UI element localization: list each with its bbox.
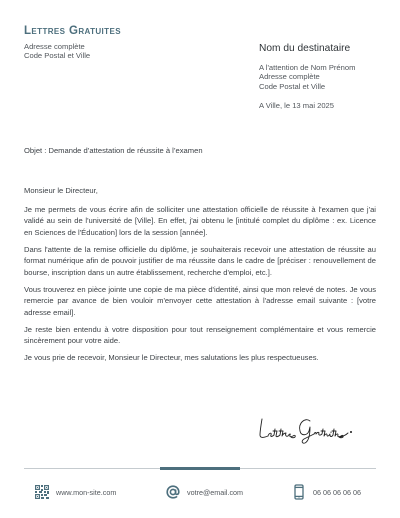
at-sign-icon bbox=[165, 484, 181, 500]
paragraph: Je reste bien entendu à votre disposition pour tout renseignement complémentaire et vous remercie sincèrement pour votre aide. bbox=[24, 324, 376, 345]
letter-body bbox=[24, 185, 376, 369]
footer-phone bbox=[291, 483, 361, 501]
website-text: www.mon-site.com bbox=[56, 487, 117, 497]
brand-name: Lettres Gratuites bbox=[24, 25, 121, 37]
handwritten-signature bbox=[256, 407, 356, 447]
footer-divider-accent bbox=[160, 467, 240, 470]
paragraph: Je me permets de vous écrire afin de solliciter une attestation officielle de réussite à l'examen que j'ai validé au sein de l'université de [Ville]. En effet, j'ai obtenu le [intitulé complet du diplôme : ex. Licence en Sciences de l'Éducation] lors de la session [année]. bbox=[24, 204, 376, 237]
letter-date: A Ville, le 13 mai 2025 bbox=[259, 101, 335, 110]
letter-object: Objet : Demande d’attestation de réussite à l’examen bbox=[24, 146, 203, 155]
paragraph: Je vous prie de recevoir, Monsieur le Directeur, mes salutations les plus respectueuses. bbox=[24, 353, 319, 362]
recipient-address: Adresse complète bbox=[259, 72, 320, 82]
email-text: votre@email.com bbox=[187, 487, 244, 497]
phone-icon bbox=[291, 484, 307, 500]
recipient-attention: A l'attention de Nom Prénom bbox=[259, 63, 356, 72]
phone-text: 06 06 06 06 06 bbox=[313, 487, 361, 497]
salutation: Monsieur le Directeur, bbox=[24, 186, 98, 195]
recipient-name: Nom du destinataire bbox=[259, 43, 351, 54]
qr-code-icon bbox=[34, 484, 50, 500]
paragraph: Dans l'attente de la remise officielle du diplôme, je souhaiterais recevoir une attestation de réussite au format numérique afin de pouvoir justifier de ma réussite dans le cadre de [préciser : renouvellement de bourse, inscription dans un autre établissement, recherche d'emploi, etc.]. bbox=[24, 244, 376, 277]
recipient-address-block bbox=[259, 63, 355, 91]
paragraph: Vous trouverez en pièce jointe une copie de ma pièce d'identité, ainsi que mon relevé de notes. Je vous remercie par avance de bien vouloir m'envoyer cette attestation à l'adresse email suivante : [votre adresse email]. bbox=[24, 284, 376, 317]
recipient-postal-city: Code Postal et Ville bbox=[259, 81, 326, 91]
footer-email bbox=[165, 483, 243, 501]
sender-postal-city: Code Postal et Ville bbox=[24, 51, 91, 61]
footer-website bbox=[34, 483, 116, 501]
sender-address-block bbox=[24, 42, 90, 61]
sender-address: Adresse complète bbox=[24, 42, 85, 51]
